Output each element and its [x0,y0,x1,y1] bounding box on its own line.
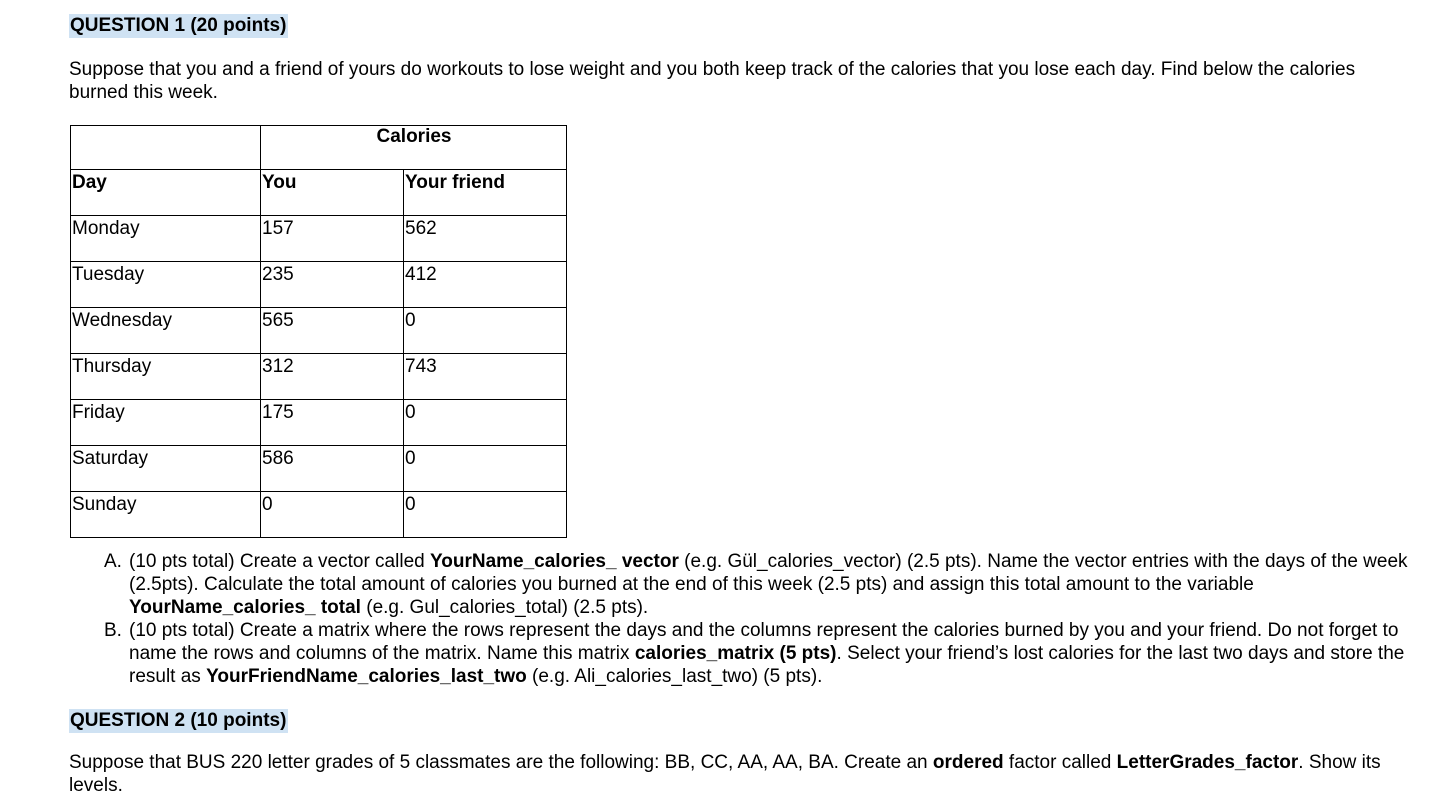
table-row [71,400,567,446]
part-a-text: (e.g. Gül_calories_vector) (2.5 pts). Name the vector entries with the days of the week (2.5pts). Calculate the total amount of calories you burned at the end of this week (2.5 pts) and assign this total amount to the variable [129,551,1408,595]
part-a-vector-name: YourName_calories_ vector [429,551,679,572]
question-1-parts-list [104,550,1414,688]
you-calories-cell: 0 [261,492,404,538]
part-a [104,550,1414,619]
calories-group-header: Calories [261,126,567,170]
question-1-heading: QUESTION 1 (20 points) [70,15,287,36]
you-calories-cell: 157 [261,216,404,262]
you-calories-cell: 565 [261,308,404,354]
question-2-text-part: . Show its levels. [69,752,1381,796]
table-row [71,446,567,492]
table-row [71,262,567,308]
table-row [71,492,567,538]
day-cell: Sunday [71,492,261,538]
column-header-you: You [261,170,404,216]
you-calories-cell: 175 [261,400,404,446]
part-b-marker: B. [104,620,122,641]
column-header-your-friend: Your friend [404,170,567,216]
table-corner-cell [71,126,261,170]
friend-calories-cell: 412 [404,262,567,308]
you-calories-cell: 312 [261,354,404,400]
question-2-ordered-keyword: ordered [932,752,1004,773]
day-cell: Saturday [71,446,261,492]
friend-calories-cell: 0 [404,492,567,538]
day-cell: Thursday [71,354,261,400]
friend-calories-cell: 562 [404,216,567,262]
day-cell: Wednesday [71,308,261,354]
you-calories-cell: 586 [261,446,404,492]
table-group-header-row [71,126,567,170]
part-a-marker: A. [104,551,122,572]
you-calories-cell: 235 [261,262,404,308]
question-2-factor-name: LetterGrades_factor [1116,752,1299,773]
column-header-day: Day [71,170,261,216]
question-2-text-part: Suppose that BUS 220 letter grades of 5 classmates are the following: BB, CC, AA, AA, BA. Create an [69,752,933,773]
day-cell: Tuesday [71,262,261,308]
friend-calories-cell: 0 [404,400,567,446]
day-cell: Friday [71,400,261,446]
part-b-matrix-name: calories_matrix (5 pts) [634,643,837,664]
table-row [71,308,567,354]
table-row [71,216,567,262]
day-cell: Monday [71,216,261,262]
part-a-total-name: YourName_calories_ total [129,597,361,618]
part-b [104,619,1414,688]
part-b-text: (e.g. Ali_calories_last_two) (5 pts). [526,666,823,687]
part-a-text: (e.g. Gul_calories_total) (2.5 pts). [360,597,649,618]
part-b-text: (10 pts total) Create a matrix where the rows represent the days and the columns represent the calories burned by you and your friend. Do not forget to name the rows and columns of the matrix. Name this matrix [129,620,1399,664]
question-2-heading: QUESTION 2 (10 points) [70,710,287,731]
friend-calories-cell: 743 [404,354,567,400]
part-a-text: (10 pts total) Create a vector called [129,551,430,572]
question-1-intro: Suppose that you and a friend of yours do workouts to lose weight and you both keep track of the calories that you lose each day. Find below the calories burned this week. [69,59,1356,103]
friend-calories-cell: 0 [404,446,567,492]
part-b-last-two-name: YourFriendName_calories_last_two [206,666,527,687]
table-row [71,354,567,400]
question-2-text [69,751,1399,797]
part-b-text: . Select your friend’s lost calories for the last two days and store the result as [129,643,1405,687]
calories-table [70,125,567,538]
table-header-row [71,170,567,216]
question-2-text-part: factor called [1003,752,1117,773]
friend-calories-cell: 0 [404,308,567,354]
